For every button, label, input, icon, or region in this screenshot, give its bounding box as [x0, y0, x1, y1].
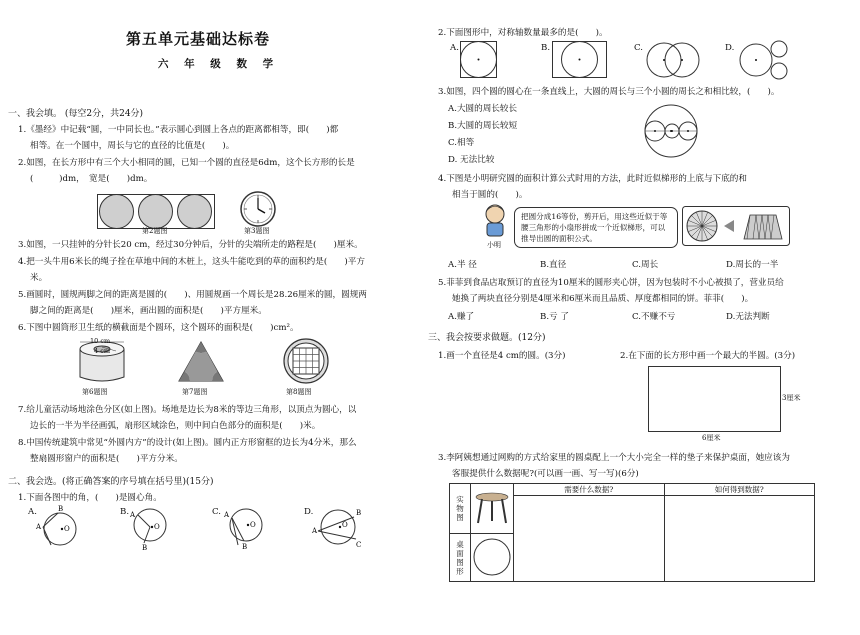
section2-heading: 二、我会选。(将正确答案的序号填在括号里)(15分) [8, 477, 214, 487]
xiaoming-avatar-icon [480, 204, 510, 238]
s3-q1-text: 1.画一个直径是4 cm的圆。(3分) [438, 351, 566, 361]
fig8-round-window-icon [283, 338, 329, 384]
q5-line2: 脚之间的距离是( )厘米，画出圆的面积是( )平方厘米。 [30, 306, 267, 316]
q2-line1: 2.如图，在长方形中有三个大小相同的圆，已知一个圆的直径是6dm，这个长方形的长是 [18, 158, 355, 168]
table-answer-cell-2[interactable] [664, 496, 815, 582]
svg-text:B: B [58, 505, 64, 513]
fig3-caption: 第3题图 [244, 227, 270, 235]
svg-text:C: C [356, 541, 362, 549]
svg-text:B: B [242, 543, 248, 551]
r-q2-option-a: A. [450, 43, 459, 53]
circle-to-trapezoid-fig [682, 206, 790, 246]
s3-rect-width-label: 6厘米 [702, 434, 721, 442]
r-q4-option-d: D.周长的一半 [726, 260, 779, 270]
r-q4-option-b: B.直径 [540, 260, 567, 270]
s3-rectangle [648, 366, 781, 432]
r-q2-fig-d [736, 40, 792, 80]
r-q5-option-c: C.不赚不亏 [632, 312, 676, 322]
r-q5-option-a: A.赚了 [448, 312, 475, 322]
r-q2-option-d: D. [725, 43, 735, 53]
page-title: 第五单元基础达标卷 [126, 30, 271, 48]
s2-q1-option-b: B. [120, 507, 130, 517]
r-q2-text: 2.下面图形中，对称轴数量最多的是( )。 [438, 28, 608, 38]
table-row-label-shape: 桌面图形 [450, 534, 471, 582]
table-table-photo [471, 484, 514, 534]
s2-q1-fig-a [36, 505, 80, 549]
section1-heading: 一、我会填。 (每空2分，共24分) [8, 109, 144, 119]
svg-text:A: A [312, 527, 318, 535]
r-q2-option-b: B. [541, 43, 551, 53]
svg-text:O: O [250, 521, 256, 529]
table-row-label-photo: 实物图 [450, 484, 471, 534]
r-q5-line1: 5.菲菲到食品店取预订的直径为10厘米的圆形夹心饼，因为包装时不小心被损了，营业员给 [438, 278, 784, 288]
round-table-icon [474, 491, 510, 525]
q7-line1: 7.给儿童活动场地涂色分区(如上图)。场地是边长为8米的等边三角形，以顶点为圆心，以 [18, 405, 357, 415]
s3-q3-line2: 客服提供什么数据呢?(可以画一画、写一写)(6分) [452, 469, 639, 479]
r-q3-option-b: B.大圆的周长较短 [448, 121, 518, 131]
table-header-needed-data: 需要什么数据? [514, 484, 665, 496]
r-q4-line1: 4.下图是小明研究圆的面积计算公式时用的方法，此时近似梯形的上底与下底的和 [438, 174, 747, 184]
q6-text: 6.下图中圆筒形卫生纸的横截面是个圆环，这个圆环的面积是( )cm²。 [18, 323, 299, 333]
s2-q1-option-c: C. [212, 507, 222, 517]
svg-text:O: O [342, 521, 348, 529]
svg-text:B: B [142, 544, 148, 552]
s2-q1-fig-b [128, 505, 172, 552]
fig8-caption: 第8题图 [286, 388, 312, 396]
fig7-triangle-sectors [178, 341, 224, 383]
r-q2-fig-a [460, 41, 498, 79]
q1-line2: 相等。在一个圆中，周长与它的直径的比值是( )。 [30, 141, 235, 151]
s2-q1-fig-c [222, 505, 266, 549]
r-q3-option-d: D. 无法比较 [448, 155, 495, 165]
s3-q3-line1: 3.李阿姨想通过网购的方式给家里的圆桌配上一个大小完全一样的垫子来保护桌面，她应该为 [438, 453, 790, 463]
xiaoming-speech-bubble: 把圆分成16等份，剪开后，用这些近似于等腰三角形的小扇形拼成一个近似梯形，可以推导出圆的面积公式。 [514, 207, 678, 248]
fig3-clock-icon [240, 191, 276, 227]
q1-line1: 1.《墨经》中记载“圆，一中同长也。”表示圆心到圆上各点的距离都相等，即( )都 [18, 125, 339, 135]
svg-text:A: A [36, 523, 42, 531]
q7-line2: 边长的一半为半径画弧，扇形区域涂色，则中间白色部分的面积是( )米。 [30, 421, 321, 431]
fig6-dim-10cm: 10 cm [90, 337, 111, 345]
q2-line2: ( )dm， 宽是( )dm。 [30, 174, 153, 184]
s2-q1-option-d: D. [304, 507, 314, 517]
tabletop-circle-icon [472, 537, 512, 577]
q4-line1: 4.把一头牛用6米长的绳子拴在草地中间的木桩上，这头牛能吃到的草的面积约是( )平方 [18, 257, 365, 267]
r-q2-fig-c [646, 41, 702, 79]
svg-text:A: A [130, 511, 136, 519]
fig7-caption: 第7题图 [182, 388, 208, 396]
section3-heading: 三、我会按要求做题。(12分) [428, 333, 546, 343]
r-q3-option-a: A.大圆的周长较长 [448, 104, 518, 114]
s3-q2-text: 2.在下面的长方形中画一个最大的半圆。(3分) [620, 351, 796, 361]
r-q2-option-c: C. [634, 43, 644, 53]
q8-line2: 整扇圆形窗户的面积是( )平方分米。 [30, 454, 183, 464]
r-q5-option-d: D.无法判断 [726, 312, 770, 322]
table-header-how-get-data: 如何得到数据? [664, 484, 815, 496]
xiaoming-label: 小明 [487, 241, 501, 249]
svg-text:O: O [154, 523, 160, 531]
r-q4-line2: 相当于圆的( )。 [452, 190, 528, 200]
fig6-dim-4cm: 4 cm [94, 347, 111, 355]
r-q4-option-c: C.周长 [632, 260, 659, 270]
fig2-caption: 第2题图 [142, 227, 168, 235]
r-q5-line2: 她换了两块直径分别是4厘米和6厘米而且品质、厚度都相同的饼。菲菲( )。 [452, 294, 754, 304]
r-q2-fig-b [552, 41, 608, 79]
fig2-three-circles-rect [97, 194, 215, 230]
table-tabletop-circle [471, 534, 514, 582]
s2-q1-fig-d [312, 505, 366, 551]
svg-text:B: B [356, 509, 362, 517]
r-q5-option-b: B.亏 了 [540, 312, 569, 322]
r-q3-fig-circles [642, 104, 700, 158]
r-q3-text: 3.如图，四个圆的圆心在一条直线上，大圆的周长与三个小圆的周长之和相比较，( )。 [438, 87, 780, 97]
q3-text: 3.如图，一只挂钟的分针长20 cm，经过30分钟后，分针的尖端所走的路程是( )厘米。 [18, 240, 363, 250]
q5-line1: 5.画圆时，圆规两脚之间的距离是圆的( )、用圆规画一个周长是28.26厘米的圆，圆规两 [18, 290, 367, 300]
s2-q1-text: 1.下面各图中的角，( )是圆心角。 [18, 493, 162, 503]
r-q3-option-c: C.相等 [448, 138, 475, 148]
fig6-caption: 第6题图 [82, 388, 108, 396]
r-q4-option-a: A.半 径 [448, 260, 477, 270]
fig6-toilet-roll-icon [76, 339, 134, 383]
svg-text:A: A [224, 511, 230, 519]
page-subtitle: 六 年 级 数 学 [158, 58, 280, 70]
q4-line2: 米。 [30, 273, 48, 283]
svg-text:O: O [64, 525, 70, 533]
q8-line1: 8.中国传统建筑中常见“外圆内方”的设计(如上图)。圆内正方形窗框的边长为4分米，那么 [18, 438, 357, 448]
table-answer-cell-1[interactable] [514, 496, 665, 582]
s3-data-table [449, 483, 815, 582]
s3-rect-height-label: 3厘米 [782, 394, 801, 402]
s2-q1-option-a: A. [28, 507, 37, 517]
